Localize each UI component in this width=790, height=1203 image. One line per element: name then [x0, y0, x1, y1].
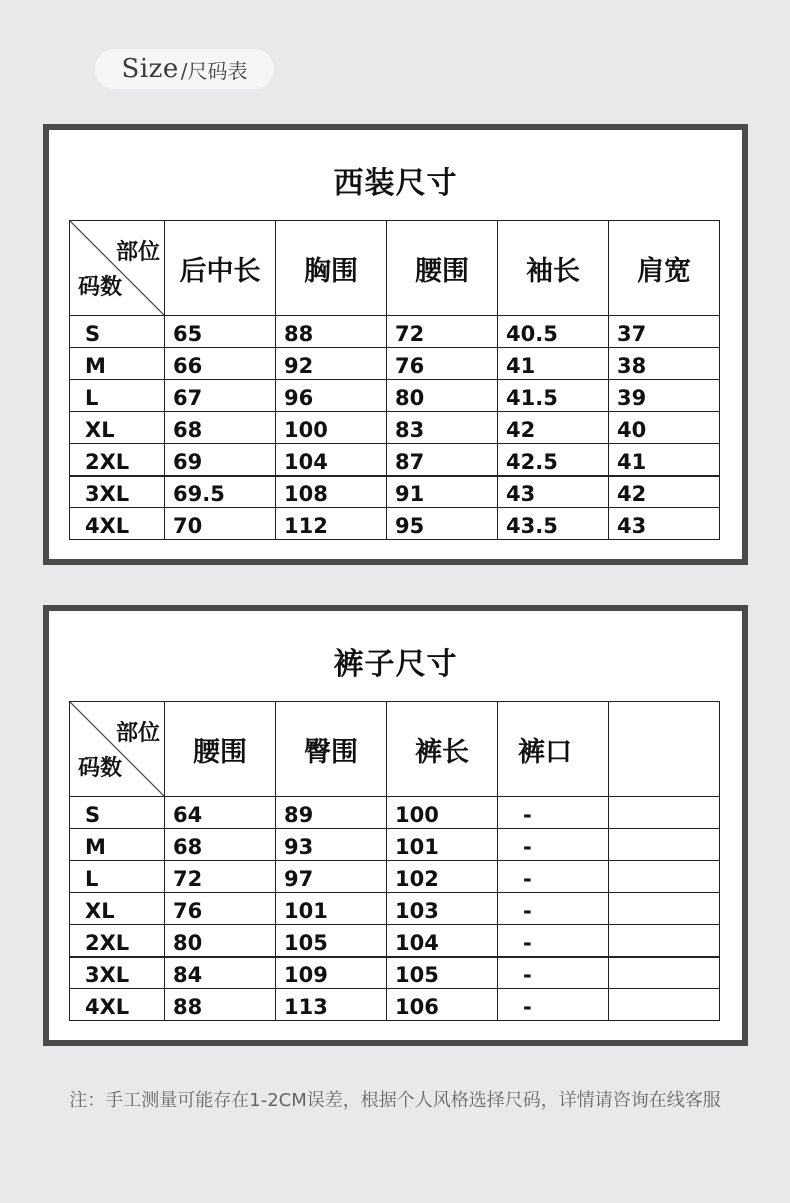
value-cell: 69.5	[165, 476, 276, 508]
pants-size-panel	[43, 605, 748, 1046]
table-row	[70, 861, 720, 893]
value-cell: 91	[387, 476, 498, 508]
value-cell: 76	[387, 348, 498, 380]
size-cell: 4XL	[70, 989, 165, 1021]
table-row	[70, 380, 720, 412]
value-cell: 42	[609, 476, 720, 508]
value-cell: -	[498, 797, 609, 829]
value-cell: 112	[276, 508, 387, 540]
value-cell: 104	[387, 925, 498, 957]
size-cell: XL	[70, 893, 165, 925]
table-row	[70, 797, 720, 829]
badge-chinese: /尺码表	[180, 58, 248, 83]
value-cell: 88	[276, 316, 387, 348]
value-cell: 41	[498, 348, 609, 380]
column-header: 裤口	[498, 702, 609, 797]
size-cell: S	[70, 316, 165, 348]
table-header-row	[70, 221, 720, 316]
size-cell: S	[70, 797, 165, 829]
value-cell: 70	[165, 508, 276, 540]
value-cell: -	[498, 861, 609, 893]
value-cell: 83	[387, 412, 498, 444]
size-chart-badge	[95, 49, 274, 89]
value-cell: 41.5	[498, 380, 609, 412]
value-cell: -	[498, 989, 609, 1021]
size-cell: 4XL	[70, 508, 165, 540]
value-cell	[609, 797, 720, 829]
value-cell: 43.5	[498, 508, 609, 540]
table-row	[70, 957, 720, 989]
value-cell: -	[498, 829, 609, 861]
table-row	[70, 444, 720, 476]
value-cell: 76	[165, 893, 276, 925]
value-cell: 84	[165, 957, 276, 989]
value-cell	[609, 829, 720, 861]
corner-label-part: 部位	[115, 721, 160, 746]
table-row	[70, 989, 720, 1021]
suit-size-table	[69, 220, 720, 540]
value-cell: -	[498, 925, 609, 957]
value-cell	[609, 925, 720, 957]
value-cell: 100	[387, 797, 498, 829]
value-cell: 38	[609, 348, 720, 380]
diagonal-corner	[70, 702, 164, 796]
value-cell: 40	[609, 412, 720, 444]
table-row	[70, 829, 720, 861]
diagonal-corner	[70, 221, 164, 315]
column-header: 臀围	[276, 702, 387, 797]
size-cell: 2XL	[70, 925, 165, 957]
value-cell: 66	[165, 348, 276, 380]
size-cell: L	[70, 380, 165, 412]
size-cell: M	[70, 829, 165, 861]
value-cell: 42.5	[498, 444, 609, 476]
badge-english: Size	[121, 54, 179, 84]
corner-label-size: 码数	[78, 756, 123, 781]
value-cell: 106	[387, 989, 498, 1021]
pants-table-title: 裤子尺寸	[333, 647, 458, 682]
value-cell: 89	[276, 797, 387, 829]
column-header: 后中长	[165, 221, 276, 316]
column-header: 腰围	[387, 221, 498, 316]
value-cell: -	[498, 893, 609, 925]
size-cell: 3XL	[70, 476, 165, 508]
column-header: 胸围	[276, 221, 387, 316]
table-row	[70, 476, 720, 508]
value-cell: 67	[165, 380, 276, 412]
table-row	[70, 893, 720, 925]
value-cell: 96	[276, 380, 387, 412]
suit-size-panel	[43, 124, 748, 565]
table-row	[70, 348, 720, 380]
suit-table-title: 西装尺寸	[333, 166, 458, 201]
size-cell: XL	[70, 412, 165, 444]
value-cell: 97	[276, 861, 387, 893]
value-cell: 80	[165, 925, 276, 957]
value-cell: 87	[387, 444, 498, 476]
value-cell	[609, 989, 720, 1021]
value-cell: 80	[387, 380, 498, 412]
value-cell: 40.5	[498, 316, 609, 348]
column-header: 肩宽	[609, 221, 720, 316]
value-cell: 64	[165, 797, 276, 829]
corner-header-cell	[70, 702, 165, 797]
value-cell: 43	[498, 476, 609, 508]
value-cell	[609, 893, 720, 925]
value-cell: 100	[276, 412, 387, 444]
table-header-row	[70, 702, 720, 797]
value-cell: 37	[609, 316, 720, 348]
value-cell: 39	[609, 380, 720, 412]
column-header: 裤长	[387, 702, 498, 797]
value-cell: 95	[387, 508, 498, 540]
value-cell: 101	[387, 829, 498, 861]
value-cell: 65	[165, 316, 276, 348]
value-cell: 113	[276, 989, 387, 1021]
value-cell	[609, 861, 720, 893]
value-cell: 41	[609, 444, 720, 476]
value-cell: 68	[165, 412, 276, 444]
value-cell: 105	[276, 925, 387, 957]
size-cell: L	[70, 861, 165, 893]
value-cell: 72	[165, 861, 276, 893]
corner-header-cell	[70, 221, 165, 316]
table-row	[70, 508, 720, 540]
value-cell: 109	[276, 957, 387, 989]
value-cell	[609, 957, 720, 989]
value-cell: 108	[276, 476, 387, 508]
value-cell: 101	[276, 893, 387, 925]
measurement-note: 注：手工测量可能存在1-2CM误差，根据个人风格选择尺码，详情请咨询在线客服	[69, 1090, 721, 1111]
column-header: 腰围	[165, 702, 276, 797]
value-cell: 104	[276, 444, 387, 476]
table-row	[70, 412, 720, 444]
value-cell: 93	[276, 829, 387, 861]
value-cell: 88	[165, 989, 276, 1021]
value-cell: 72	[387, 316, 498, 348]
value-cell: 105	[387, 957, 498, 989]
corner-label-size: 码数	[78, 275, 123, 300]
table-row	[70, 925, 720, 957]
table-row	[70, 316, 720, 348]
size-cell: M	[70, 348, 165, 380]
value-cell: 68	[165, 829, 276, 861]
corner-label-part: 部位	[115, 240, 160, 265]
value-cell: 92	[276, 348, 387, 380]
size-cell: 2XL	[70, 444, 165, 476]
value-cell: -	[498, 957, 609, 989]
value-cell: 43	[609, 508, 720, 540]
value-cell: 42	[498, 412, 609, 444]
pants-size-table	[69, 701, 720, 1021]
value-cell: 102	[387, 861, 498, 893]
size-cell: 3XL	[70, 957, 165, 989]
value-cell: 69	[165, 444, 276, 476]
value-cell: 103	[387, 893, 498, 925]
column-header: 袖长	[498, 221, 609, 316]
column-header	[609, 702, 720, 797]
